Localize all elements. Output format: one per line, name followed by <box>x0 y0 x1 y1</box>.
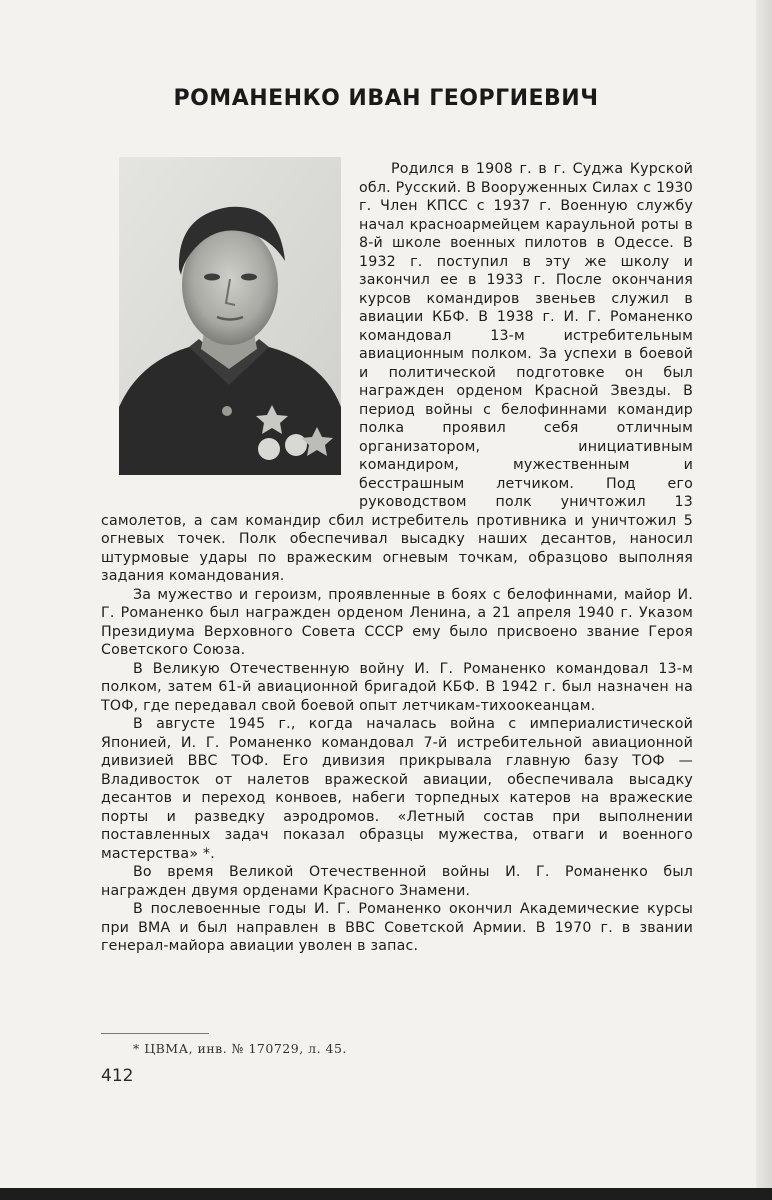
paragraph-awards: Во время Великой Отечественной войны И. Г. Романенко был награжден двумя орденами Красного Знамени. <box>101 864 693 899</box>
paragraph-postwar: В послевоенные годы И. Г. Романенко окончил Академические курсы при ВМА и был направлен в ВВС Советской Армии. В 1970 г. в звании генерал-майора авиации уволен в запас. <box>101 901 693 954</box>
article-body <box>101 160 693 956</box>
paragraph-war-with-japan: В августе 1945 г., когда началась война с империалистической Японией, И. Г. Романенко командовал 7-й истребительной авиационной дивизией ВВС ТОФ. Его дивизия прикрывала главную базу ТОФ — Владивосток от налетов вражеской авиации, обеспечивала высадку десантов и переход конвоев, набеги торпедных катеров на вражеские порты и разведку аэродромов. «Летный состав при выполнении поставленных задач показал образцы мужества, отваги и военного мастерства» *. <box>101 716 693 862</box>
paragraph-biography: Родился в 1908 г. в г. Суджа Курской обл. Русский. В Вооруженных Силах с 1930 г. Член КПСС с 1937 г. Военную службу начал красноармейцем караульной роты в 8-й школе военных пилотов в Одессе. В 1932 г. поступил в эту же школу и закончил ее в 1933 г. После окончания курсов командиров звеньев служил в авиации КБФ. В 1938 г. И. Г. Романенко командовал 13-м истребительным авиационным полком. За успехи в боевой и политической подготовке он был награжден орденом Красной Звезды. В период войны с белофиннами командир полка проявил себя отличным организатором, инициативным командиром, мужественным и бесстрашным летчиком. Под его руководством полк уничтожил 13 самолетов, а сам командир сбил истребитель противника и уничтожил 5 огневых точек. Полк обеспечивал высадку наших десантов, наносил штурмовые удары по вражеским огневым точкам, образцово выполняя задания командования. <box>101 161 693 584</box>
paragraph-heroism: За мужество и героизм, проявленные в боях с белофиннами, майор И. Г. Романенко был награжден орденом Ленина, а 21 апреля 1940 г. Указом Президиума Верховного Совета СССР ему было присвоено звание Героя Советского Союза. <box>101 586 693 658</box>
page-number: 412 <box>101 1066 134 1086</box>
footnote-divider <box>101 1033 209 1034</box>
footnote: * ЦВМА, инв. № 170729, л. 45. <box>133 1041 347 1056</box>
portrait-spacer <box>101 160 359 500</box>
page-edge-bottom <box>0 1188 772 1200</box>
paragraph-great-patriotic-war: В Великую Отечественную войну И. Г. Романенко командовал 13-м полком, затем 61-й авиационной бригадой КБФ. В 1942 г. был назначен на ТОФ, где передавал свой боевой опыт летчикам-тихоокеанцам. <box>101 660 693 714</box>
page-title: РОМАНЕНКО ИВАН ГЕОРГИЕВИЧ <box>173 86 599 111</box>
page-edge-right <box>756 0 772 1200</box>
